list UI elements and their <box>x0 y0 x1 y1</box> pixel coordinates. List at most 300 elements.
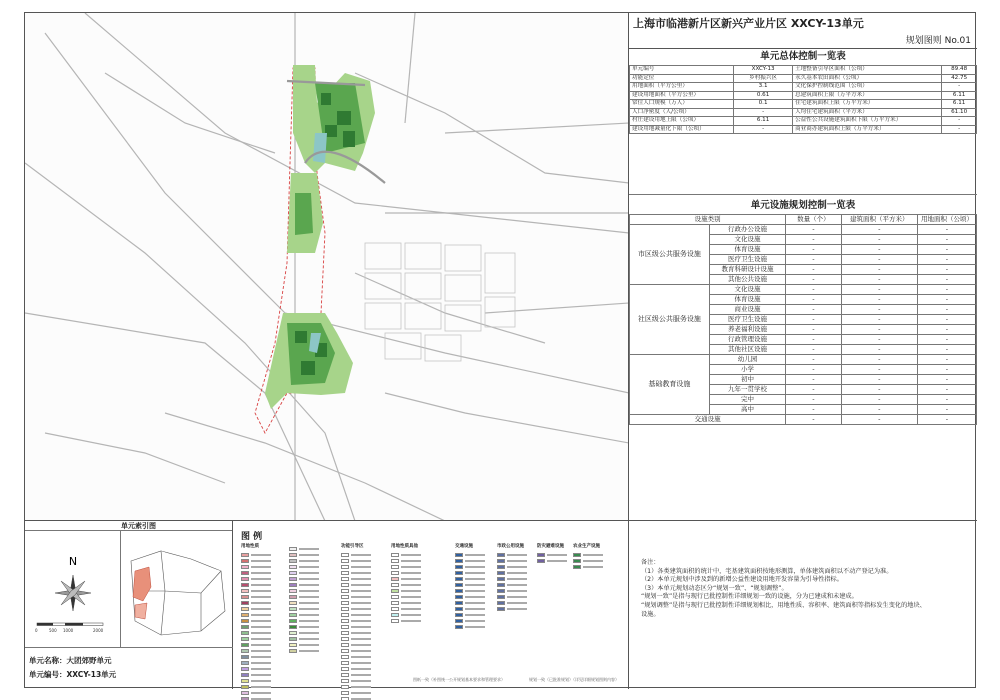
facility-value: - <box>917 315 976 325</box>
legend-group <box>497 543 527 612</box>
legend-label-line <box>401 596 421 598</box>
facility-item: 幼儿园 <box>709 355 785 365</box>
legend-label-line <box>299 620 319 622</box>
legend-item <box>341 696 371 700</box>
legend-swatch <box>289 637 297 641</box>
legend-label-line <box>251 608 271 610</box>
legend-label-line <box>507 590 527 592</box>
legend-swatch <box>391 583 399 587</box>
legend-label-line <box>251 674 271 676</box>
legend-label-line <box>465 626 485 628</box>
facility-value: - <box>841 365 917 375</box>
legend-label-line <box>507 560 527 562</box>
legend-label-line <box>351 572 371 574</box>
facility-item: 体育设施 <box>709 295 785 305</box>
facility-value: - <box>786 345 842 355</box>
legend-label-line <box>401 566 421 568</box>
facility-value: - <box>786 415 842 425</box>
facility-value: - <box>841 375 917 385</box>
legend-swatch <box>341 589 349 593</box>
facility-item: 文化设施 <box>709 235 785 245</box>
legend-swatch <box>241 631 249 635</box>
legend-swatch <box>289 559 297 563</box>
legend-swatch <box>497 571 505 575</box>
legend-swatch <box>241 577 249 581</box>
control-label: 建设用地面积（平方公里） <box>630 91 734 100</box>
legend-swatch <box>289 613 297 617</box>
control-value: 89.48 <box>942 66 977 75</box>
facility-value: - <box>841 285 917 295</box>
legend-swatch <box>341 565 349 569</box>
legend-label-line <box>299 584 319 586</box>
legend-swatch <box>573 553 581 557</box>
legend-swatch <box>455 565 463 569</box>
info-panel <box>629 13 977 521</box>
facility-value: - <box>786 315 842 325</box>
facility-value: - <box>917 345 976 355</box>
legend-group <box>241 543 271 700</box>
legend-item <box>497 606 527 612</box>
legend-swatch <box>241 607 249 611</box>
legend-label-line <box>465 560 485 562</box>
legend-label-line <box>251 668 271 670</box>
legend-item <box>391 618 421 624</box>
facility-value: - <box>841 225 917 235</box>
legend-swatch <box>241 637 249 641</box>
scale-label: 0 <box>35 628 38 633</box>
index-panel <box>25 521 233 689</box>
legend-label-line <box>299 560 319 562</box>
note-line: “规划一致”是指与现行已批控制性详细规划一致的设施，分为已建成和未建成。 <box>641 593 858 601</box>
legend-label-line <box>299 638 319 640</box>
legend-label-line <box>465 596 485 598</box>
legend-label-line <box>351 632 371 634</box>
facility-header: 用地面积（公顷） <box>917 215 976 225</box>
legend-label-line <box>351 650 371 652</box>
control-table-title: 单元总体控制一览表 <box>760 51 846 62</box>
legend-label-line <box>465 566 485 568</box>
legend-swatch <box>241 559 249 563</box>
facility-value: - <box>917 245 976 255</box>
legend-label-line <box>583 554 603 556</box>
legend-swatch <box>241 679 249 683</box>
legend-label-line <box>351 674 371 676</box>
scale-label: 1000 <box>63 628 74 633</box>
legend-label-line <box>465 620 485 622</box>
facility-value: - <box>841 255 917 265</box>
legend-label-line <box>507 608 527 610</box>
legend-item <box>537 558 567 564</box>
control-value: - <box>942 117 977 126</box>
legend-swatch <box>341 673 349 677</box>
facility-item: 医疗卫生设施 <box>709 255 785 265</box>
note-line: （3）本单元规划动态区分“规划一致”、“规划调整”。 <box>641 584 788 592</box>
facility-item: 高中 <box>709 405 785 415</box>
legend-swatch <box>391 553 399 557</box>
legend-swatch <box>391 607 399 611</box>
legend-swatch <box>341 625 349 629</box>
legend-swatch <box>341 661 349 665</box>
control-value: 3.1 <box>734 83 793 92</box>
control-label: 总建筑面积上限（万平方米） <box>793 91 942 100</box>
legend-label-line <box>401 584 421 586</box>
control-row <box>630 66 977 75</box>
legend-label-line <box>251 644 271 646</box>
legend-item <box>241 696 271 700</box>
legend-label-line <box>299 590 319 592</box>
legend-label-line <box>351 620 371 622</box>
facility-row <box>630 355 977 365</box>
legend-swatch <box>391 571 399 575</box>
control-label: 村庄建设用地上限（公顷） <box>630 117 734 126</box>
note-line: 备注： <box>641 559 660 566</box>
legend-swatch <box>455 589 463 593</box>
legend-label-line <box>251 638 271 640</box>
legend-swatch <box>497 595 505 599</box>
legend-swatch <box>391 577 399 581</box>
legend-swatch <box>241 655 249 659</box>
legend-label-line <box>351 656 371 658</box>
legend-swatch <box>341 619 349 623</box>
legend-item <box>289 648 319 654</box>
facility-value: - <box>786 255 842 265</box>
unit-code: 单元编号：XXCY-13单元 <box>29 670 117 679</box>
legend-swatch <box>497 589 505 593</box>
facility-value: - <box>786 245 842 255</box>
legend-swatch <box>341 667 349 671</box>
legend-swatch <box>341 685 349 689</box>
facility-item: 行政办公设施 <box>709 225 785 235</box>
legend-label-line <box>299 566 319 568</box>
legend-swatch <box>341 577 349 581</box>
legend-label-line <box>299 614 319 616</box>
facility-header: 数量（个） <box>786 215 842 225</box>
legend-label-line <box>351 614 371 616</box>
legend-label-line <box>465 614 485 616</box>
legend-label-line <box>351 638 371 640</box>
legend-swatch <box>497 577 505 581</box>
unit-name: 单元名称：大团郊野单元 <box>29 656 112 665</box>
north-arrow-icon <box>25 531 121 647</box>
legend-label-line <box>251 692 271 694</box>
legend-label-line <box>251 554 271 556</box>
legend-swatch <box>341 571 349 575</box>
facility-value: - <box>841 345 917 355</box>
note-line: “规划调整”是指与现行已批控制性详细规划相比，用地性质、容积率、建筑面积等指标发生变化的地块、 <box>641 601 926 609</box>
legend-swatch <box>241 673 249 677</box>
legend-label-line <box>351 554 371 556</box>
legend-label-line <box>401 608 421 610</box>
control-value: 0.61 <box>734 91 793 100</box>
facility-value: - <box>917 385 976 395</box>
control-row <box>630 74 977 83</box>
legend-swatch <box>455 553 463 557</box>
facility-header: 建筑面积（平方米） <box>841 215 917 225</box>
facility-item: 教育科研设计设施 <box>709 265 785 275</box>
legend-group-title: 防灾避难设施 <box>537 544 564 549</box>
note-line: （1）各类建筑面积的统计中，宅基建筑面积按地形测算，单体建筑面积以不动产登记为准。 <box>641 567 893 575</box>
legend-swatch <box>289 601 297 605</box>
legend-label-line <box>401 572 421 574</box>
facility-category: 社区级公共服务设施 <box>630 285 710 355</box>
facility-value: - <box>786 305 842 315</box>
legend-swatch <box>241 589 249 593</box>
legend-label-line <box>465 572 485 574</box>
legend-label-line <box>583 566 603 568</box>
legend-label-line <box>251 572 271 574</box>
control-value: 0.1 <box>734 100 793 109</box>
legend-swatch <box>241 571 249 575</box>
legend-swatch <box>573 565 581 569</box>
control-value: XXCY-13 <box>734 66 793 75</box>
facility-header: 设施类别 <box>630 215 786 225</box>
facility-item: 文化设施 <box>709 285 785 295</box>
facility-item: 初中 <box>709 375 785 385</box>
facility-value: - <box>917 235 976 245</box>
bottom-strip <box>25 521 977 689</box>
legend-swatch <box>455 595 463 599</box>
unit-info <box>25 647 233 689</box>
legend-label-line <box>351 590 371 592</box>
legend-swatch <box>455 607 463 611</box>
legend-swatch <box>289 577 297 581</box>
control-value: 6.11 <box>942 91 977 100</box>
legend-label-line <box>465 608 485 610</box>
legend-item <box>455 624 485 630</box>
legend-swatch <box>341 583 349 587</box>
legend-group <box>341 543 371 700</box>
facility-value: - <box>917 285 976 295</box>
legend-swatch <box>289 583 297 587</box>
control-value: 61.10 <box>942 108 977 117</box>
facility-value: - <box>917 275 976 285</box>
legend-label-line <box>401 602 421 604</box>
legend-footnote-left: 图纸一致（补图统一公开规划基本要求和管理要求） <box>413 677 505 682</box>
facility-value: - <box>786 375 842 385</box>
facility-value: - <box>917 365 976 375</box>
scale-label: 2000 <box>93 628 104 633</box>
facility-item: 其他社区设施 <box>709 345 785 355</box>
scale-bar <box>37 623 103 626</box>
facility-value: - <box>786 285 842 295</box>
control-label: 公益性公共设施建筑面积下限（万平方米） <box>793 117 942 126</box>
note-line: （2）本单元规划中涉及到的新增公益性建设用地开发容量为引导性指标。 <box>641 576 843 584</box>
legend-swatch <box>341 595 349 599</box>
legend-swatch <box>455 571 463 575</box>
control-label: 文化保护控制线范围（公顷） <box>793 83 942 92</box>
legend-swatch <box>391 565 399 569</box>
legend-group-title: 农业生产设施 <box>573 544 600 549</box>
index-map-graphic <box>121 531 232 647</box>
legend-label-line <box>507 578 527 580</box>
legend-label-line <box>251 590 271 592</box>
legend-label-line <box>299 608 319 610</box>
facility-value: - <box>841 275 917 285</box>
facility-value: - <box>917 415 976 425</box>
legend-group <box>289 543 319 654</box>
facility-value: - <box>786 365 842 375</box>
facility-value: - <box>917 295 976 305</box>
legend-swatch <box>341 691 349 695</box>
legend-swatch <box>289 631 297 635</box>
legend-label-line <box>507 554 527 556</box>
facility-value: - <box>786 395 842 405</box>
legend-label-line <box>251 614 271 616</box>
control-label: 商业商办建筑面积上限（万平方米） <box>793 125 942 134</box>
legend-label-line <box>401 554 421 556</box>
legend-swatch <box>241 643 249 647</box>
legend-title: 图 例 <box>241 532 263 542</box>
legend-swatch <box>341 655 349 659</box>
map-view[interactable] <box>25 13 629 521</box>
legend-label-line <box>251 602 271 604</box>
facility-value: - <box>786 225 842 235</box>
facility-value: - <box>786 295 842 305</box>
facility-value: - <box>917 225 976 235</box>
legend-label-line <box>251 584 271 586</box>
control-label: 土地整备引导区面积（公顷） <box>793 66 942 75</box>
legend-group <box>537 543 567 564</box>
legend-swatch <box>391 619 399 623</box>
legend-label-line <box>465 554 485 556</box>
legend-swatch <box>341 643 349 647</box>
legend-group-title: 用地性质具他 <box>391 544 418 549</box>
title-block <box>629 13 977 49</box>
legend-group <box>573 543 603 570</box>
control-label: 永久基本农田面积（公顷） <box>793 74 942 83</box>
legend-label-line <box>299 596 319 598</box>
facility-value: - <box>786 405 842 415</box>
legend-swatch <box>341 649 349 653</box>
legend-label-line <box>351 686 371 688</box>
facility-value: - <box>786 265 842 275</box>
legend-swatch <box>497 553 505 557</box>
legend-label-line <box>351 626 371 628</box>
legend-swatch <box>241 661 249 665</box>
facility-value: - <box>841 295 917 305</box>
facility-value: - <box>841 245 917 255</box>
legend-label-line <box>351 578 371 580</box>
legend-swatch <box>241 619 249 623</box>
legend-swatch <box>289 595 297 599</box>
legend-swatch <box>341 601 349 605</box>
legend-swatch <box>341 559 349 563</box>
notes-panel <box>629 521 977 689</box>
legend-swatch <box>537 559 545 563</box>
facility-value: - <box>841 405 917 415</box>
legend-label-line <box>251 656 271 658</box>
legend-label-line <box>547 554 567 556</box>
legend-swatch <box>241 601 249 605</box>
legend-swatch <box>241 691 249 695</box>
legend-swatch <box>341 553 349 557</box>
facility-category: 市区级公共服务设施 <box>630 225 710 285</box>
legend-swatch <box>455 619 463 623</box>
legend-label-line <box>299 554 319 556</box>
facility-table <box>629 214 977 425</box>
legend-swatch <box>289 553 297 557</box>
index-title: 单元索引图 <box>25 521 232 531</box>
control-value: 42.75 <box>942 74 977 83</box>
legend-swatch <box>289 607 297 611</box>
control-row <box>630 117 977 126</box>
facility-value: - <box>917 255 976 265</box>
facility-value: - <box>917 355 976 365</box>
legend-swatch <box>241 625 249 629</box>
facility-value: - <box>841 415 917 425</box>
legend-label-line <box>401 620 421 622</box>
legend-label-line <box>299 572 319 574</box>
legend-swatch <box>391 595 399 599</box>
legend-label-line <box>351 566 371 568</box>
legend-swatch <box>455 601 463 605</box>
legend-label-line <box>465 590 485 592</box>
legend-swatch <box>497 559 505 563</box>
control-row <box>630 108 977 117</box>
facility-value: - <box>841 395 917 405</box>
facility-value: - <box>786 235 842 245</box>
north-label: N <box>68 555 78 568</box>
legend-label-line <box>251 620 271 622</box>
legend-label-line <box>401 614 421 616</box>
legend-swatch <box>497 607 505 611</box>
facility-value: - <box>917 305 976 315</box>
legend-swatch <box>289 619 297 623</box>
facility-value: - <box>786 325 842 335</box>
legend-swatch <box>455 583 463 587</box>
legend-swatch <box>391 613 399 617</box>
legend-label-line <box>251 578 271 580</box>
legend-label-line <box>251 662 271 664</box>
legend-swatch <box>289 649 297 653</box>
legend-swatch <box>241 613 249 617</box>
legend-label-line <box>251 566 271 568</box>
facility-category: 交通设施 <box>630 415 786 425</box>
legend-label-line <box>251 560 271 562</box>
index-map[interactable] <box>121 531 232 647</box>
legend-swatch <box>289 625 297 629</box>
control-label: 功能定位 <box>630 74 734 83</box>
scale-label: 500 <box>49 628 57 633</box>
legend-group-title: 功能引导区 <box>341 544 364 549</box>
legend-label-line <box>251 686 271 688</box>
legend-swatch <box>341 631 349 635</box>
facility-row <box>630 225 977 235</box>
legend-swatch <box>289 589 297 593</box>
facility-item: 医疗卫生设施 <box>709 315 785 325</box>
control-value: - <box>734 125 793 134</box>
legend-swatch <box>455 625 463 629</box>
legend-swatch <box>573 559 581 563</box>
legend-swatch <box>241 649 249 653</box>
facility-item: 其他公共设施 <box>709 275 785 285</box>
facility-row <box>630 415 977 425</box>
facility-item: 商业设施 <box>709 305 785 315</box>
legend-swatch <box>497 565 505 569</box>
facility-item: 养老福利设施 <box>709 325 785 335</box>
sheet-number: 规划图则 No.01 <box>905 36 971 46</box>
legend-swatch <box>241 553 249 557</box>
control-label: 人口净密度（人/公顷） <box>630 108 734 117</box>
legend-label-line <box>351 602 371 604</box>
legend-swatch <box>341 637 349 641</box>
legend-swatch <box>241 667 249 671</box>
legend-label-line <box>251 626 271 628</box>
legend-label-line <box>507 572 527 574</box>
legend-label-line <box>351 662 371 664</box>
legend-label-line <box>299 578 319 580</box>
legend-label-line <box>507 566 527 568</box>
